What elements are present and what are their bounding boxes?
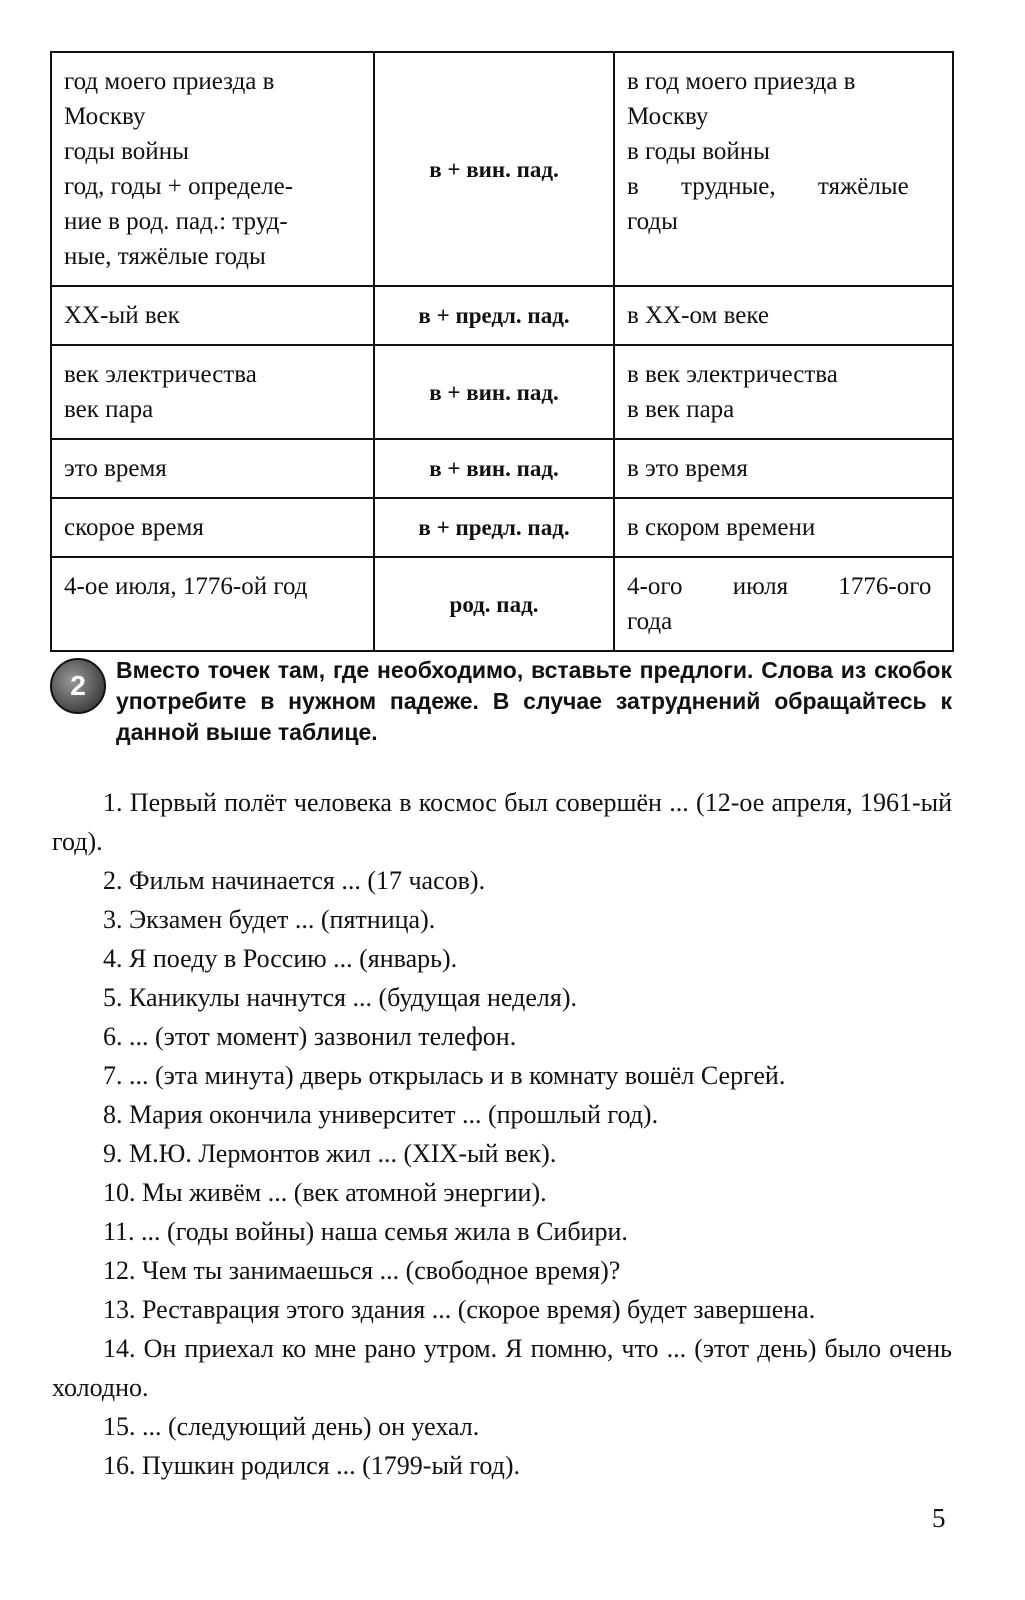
exercise-item: 4. Я поеду в Россию ... (январь). [103,944,458,973]
table-cell-example: в это время [614,439,953,498]
exercise-item: 5. Каникулы начнутся ... (будущая неделя). [103,983,577,1012]
exercise-item: 10. Мы живём ... (век атомной энергии). [103,1178,547,1207]
exercise-item: 9. М.Ю. Лермонтов жил ... (XIX-ый век). [103,1139,557,1168]
exercise-list [52,783,952,1485]
exercise-item: 14. Он приехал ко мне рано утром. Я помню, что ... (этот день) было очень холодно. [52,1334,952,1402]
exercise-item: 16. Пушкин родился ... (1799-ый год). [103,1451,520,1480]
table-cell-phrase: 4-ое июля, 1776-ой год [51,557,374,651]
exercise-item: 13. Реставрация этого здания ... (скорое время) будет завершена. [103,1295,816,1324]
table-cell-example: в скором времени [614,498,953,557]
table-cell-phrase: век электричества век пара [51,345,374,439]
table-cell-rule: в + вин. пад. [374,439,614,498]
table-cell-phrase: это время [51,439,374,498]
exercise-item: 7. ... (эта минута) дверь открылась и в комнату вошёл Сергей. [103,1061,786,1090]
table-row [51,286,953,345]
table-cell-example: в ХХ-ом веке [614,286,953,345]
table-row [51,345,953,439]
table-cell-rule: в + предл. пад. [374,498,614,557]
table-cell-example: 4-ого июля 1776-ого года [614,557,953,651]
table-row [51,52,953,286]
task-number-badge: 2 [50,658,106,714]
exercise-item: 2. Фильм начинается ... (17 часов). [103,866,486,895]
table-cell-phrase: год моего приезда в Москву годы войны год, годы + определе- ние в род. пад.: труд- ные, тяжёлые годы [51,52,374,286]
table-cell-example: в век электричества в век пара [614,345,953,439]
exercise-item: 12. Чем ты занимаешься ... (свободное время)? [103,1256,621,1285]
task-instruction-block [50,655,952,748]
table-cell-example: в год моего приезда в Москву в годы войны в трудные, тяжёлые годы [614,52,953,286]
table-row [51,557,953,651]
table-cell-phrase: ХХ-ый век [51,286,374,345]
table-cell-rule: в + предл. пад. [374,286,614,345]
table-row [51,498,953,557]
table-cell-rule: в + вин. пад. [374,52,614,286]
table-cell-rule: род. пад. [374,557,614,651]
table-cell-phrase: скорое время [51,498,374,557]
exercise-item: 3. Экзамен будет ... (пятница). [103,905,436,934]
exercise-item: 8. Мария окончила университет ... (прошлый год). [103,1100,659,1129]
exercise-item: 6. ... (этот момент) зазвонил телефон. [103,1022,517,1051]
table-row [51,439,953,498]
table-cell-rule: в + вин. пад. [374,345,614,439]
exercise-item: 15. ... (следующий день) он уехал. [103,1412,480,1441]
page-number: 5 [932,1503,946,1533]
grammar-table [50,51,954,652]
exercise-item: 11. ... (годы войны) наша семья жила в Сибири. [103,1217,628,1246]
task-instruction: Вместо точек там, где необходимо, вставьте предлоги. Слова из скобок употребите в нужном падеже. В случае затруднений обращайтесь к данной выше таблице. [116,657,952,745]
exercise-item: 1. Первый полёт человека в космос был совершён ... (12-ое апреля, 1961-ый год). [52,788,952,856]
